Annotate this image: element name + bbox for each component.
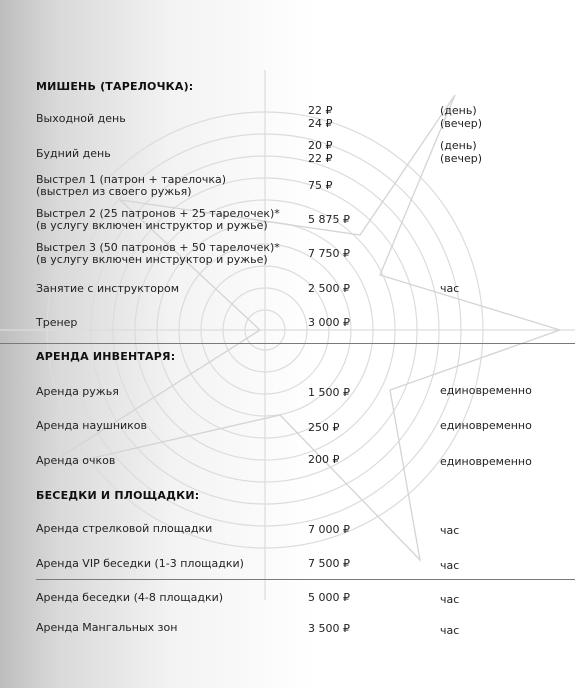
row-price: 3 500 ₽ bbox=[308, 622, 350, 635]
section-title-target: МИШЕНЬ (ТАРЕЛОЧКА): bbox=[36, 80, 194, 93]
row-note: (день) bbox=[440, 139, 477, 152]
row-note: час bbox=[440, 624, 460, 637]
row-price-evening: 24 ₽ bbox=[308, 117, 333, 130]
row-name: Аренда Мангальных зон bbox=[36, 621, 178, 634]
section-title-gazebos: БЕСЕДКИ И ПЛОЩАДКИ: bbox=[36, 489, 200, 502]
row-price: 20 ₽ bbox=[308, 139, 333, 152]
row-price: 22 ₽ bbox=[308, 104, 333, 117]
row-note: единовременно bbox=[440, 384, 532, 397]
row-name: Аренда наушников bbox=[36, 419, 148, 432]
row-subname: (выстрел из своего ружья) bbox=[36, 185, 192, 198]
row-price: 2 500 ₽ bbox=[308, 282, 350, 295]
row-name: Тренер bbox=[36, 316, 78, 329]
row-name: Аренда очков bbox=[36, 454, 116, 467]
row-price: 5 000 ₽ bbox=[308, 591, 350, 604]
section-title-rental: АРЕНДА ИНВЕНТАРЯ: bbox=[36, 350, 176, 363]
row-price: 200 ₽ bbox=[308, 453, 340, 466]
row-name: Аренда стрелковой площадки bbox=[36, 522, 213, 535]
row-name: Будний день bbox=[36, 147, 111, 160]
row-price: 75 ₽ bbox=[308, 179, 333, 192]
row-note: час bbox=[440, 593, 460, 606]
row-price: 1 500 ₽ bbox=[308, 386, 350, 399]
row-note-evening: (вечер) bbox=[440, 117, 483, 130]
row-price: 5 875 ₽ bbox=[308, 213, 350, 226]
row-divider bbox=[36, 579, 575, 580]
row-note-evening: (вечер) bbox=[440, 152, 483, 165]
row-note: час bbox=[440, 524, 460, 537]
row-name: Выстрел 2 (25 патронов + 25 тарелочек)* bbox=[36, 207, 280, 220]
row-price: 7 750 ₽ bbox=[308, 247, 350, 260]
row-name: Занятие с инструктором bbox=[36, 282, 180, 295]
row-price: 3 000 ₽ bbox=[308, 316, 350, 329]
row-price: 7 000 ₽ bbox=[308, 523, 350, 536]
row-name: Аренда беседки (4-8 площадки) bbox=[36, 591, 224, 604]
row-note: единовременно bbox=[440, 419, 532, 432]
row-price: 7 500 ₽ bbox=[308, 557, 350, 570]
row-subname: (в услугу включен инструктор и ружье) bbox=[36, 219, 268, 232]
row-name: Выстрел 1 (патрон + тарелочка) bbox=[36, 173, 227, 186]
row-price: 250 ₽ bbox=[308, 421, 340, 434]
row-note: (день) bbox=[440, 104, 477, 117]
row-name: Аренда VIP беседки (1-3 площадки) bbox=[36, 557, 244, 570]
row-note: час bbox=[440, 559, 460, 572]
row-note: час bbox=[440, 282, 460, 295]
row-name: Выходной день bbox=[36, 112, 126, 125]
row-name: Аренда ружья bbox=[36, 385, 119, 398]
row-name: Выстрел 3 (50 патронов + 50 тарелочек)* bbox=[36, 241, 280, 254]
row-note: единовременно bbox=[440, 455, 532, 468]
row-subname: (в услугу включен инструктор и ружье) bbox=[36, 253, 268, 266]
section-divider bbox=[0, 343, 575, 344]
row-price-evening: 22 ₽ bbox=[308, 152, 333, 165]
